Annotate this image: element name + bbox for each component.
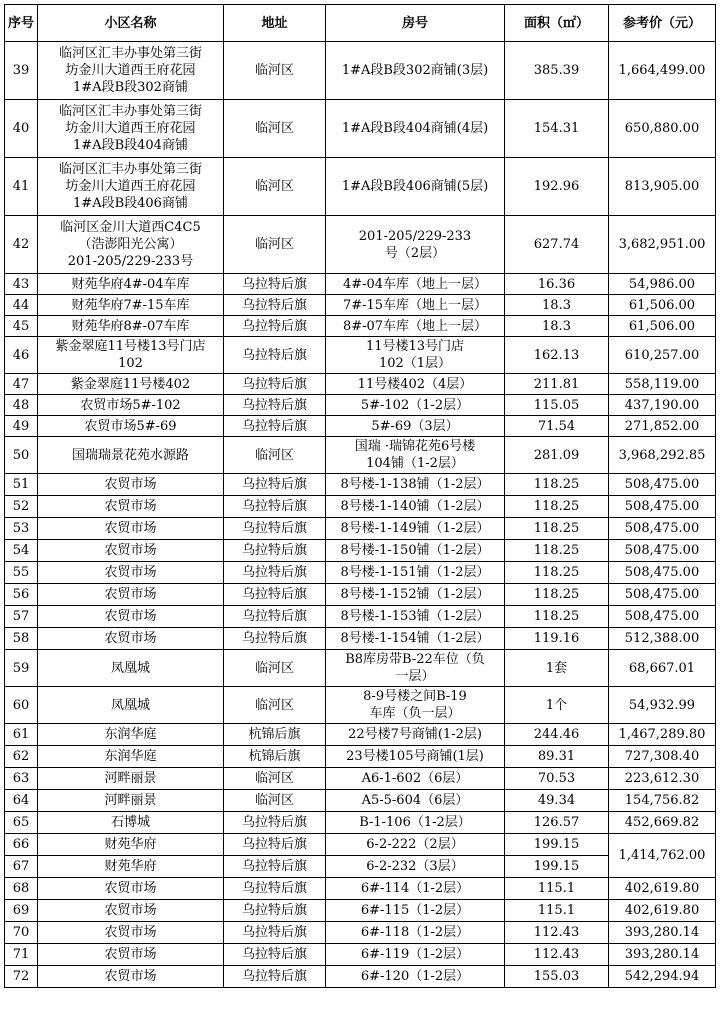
cell-name: 财苑华府8#-07车库: [38, 316, 224, 337]
cell-area: 199.15: [505, 834, 609, 856]
cell-seq: 40: [5, 100, 38, 158]
cell-name: 农贸市场: [38, 966, 224, 988]
cell-price: 512,388.00: [609, 628, 716, 650]
cell-area: 627.74: [505, 216, 609, 274]
cell-room: 22号楼7号商铺(1-2层): [326, 724, 505, 746]
cell-room: 7#-15车库（地上一层）: [326, 295, 505, 316]
cell-price: 271,852.00: [609, 416, 716, 437]
cell-price: 3,682,951.00: [609, 216, 716, 274]
table-row: [5, 724, 716, 746]
cell-address: 临河区: [224, 768, 326, 790]
cell-area: 89.31: [505, 746, 609, 768]
table-row: [5, 337, 716, 374]
cell-seq: 54: [5, 540, 38, 562]
cell-room: 国瑞 ·瑞锦花苑6号楼 104铺（1-2层）: [326, 437, 505, 474]
cell-area: 192.96: [505, 158, 609, 216]
cell-seq: 66: [5, 834, 38, 856]
cell-address: 临河区: [224, 650, 326, 687]
cell-address: 乌拉特后旗: [224, 295, 326, 316]
cell-address: 临河区: [224, 158, 326, 216]
cell-area: 118.25: [505, 474, 609, 496]
cell-area: 281.09: [505, 437, 609, 474]
cell-seq: 48: [5, 395, 38, 416]
cell-area: 49.34: [505, 790, 609, 812]
cell-name: 紫金翠庭11号楼13号门店 102: [38, 337, 224, 374]
cell-area: 1个: [505, 687, 609, 724]
cell-address: 乌拉特后旗: [224, 856, 326, 878]
cell-price: 508,475.00: [609, 584, 716, 606]
cell-name: 农贸市场: [38, 474, 224, 496]
cell-seq: 50: [5, 437, 38, 474]
cell-address: 乌拉特后旗: [224, 966, 326, 988]
cell-price: 402,619.80: [609, 900, 716, 922]
cell-address: 乌拉特后旗: [224, 944, 326, 966]
cell-price: 650,880.00: [609, 100, 716, 158]
table-row: [5, 42, 716, 100]
cell-name: 农贸市场: [38, 606, 224, 628]
cell-area: 118.25: [505, 584, 609, 606]
table-row: [5, 416, 716, 437]
cell-name: 石博城: [38, 812, 224, 834]
cell-address: 杭锦后旗: [224, 746, 326, 768]
cell-room: 201-205/229-233 号（2层）: [326, 216, 505, 274]
cell-area: 112.43: [505, 944, 609, 966]
table-row: [5, 395, 716, 416]
cell-price: 3,968,292.85: [609, 437, 716, 474]
cell-name: 临河区汇丰办事处第三街 坊金川大道西王府花园 1#A段B段404商铺: [38, 100, 224, 158]
cell-name: 国瑞瑞景花苑水源路: [38, 437, 224, 474]
cell-name: 临河区金川大道西C4C5 （浩澎阳光公寓） 201-205/229-233号: [38, 216, 224, 274]
cell-room: 1#A段B段404商铺(4层): [326, 100, 505, 158]
cell-price: 508,475.00: [609, 474, 716, 496]
cell-area: 126.57: [505, 812, 609, 834]
cell-address: 乌拉特后旗: [224, 496, 326, 518]
cell-room: 8号楼-1-153铺（1-2层）: [326, 606, 505, 628]
cell-name: 凤凰城: [38, 687, 224, 724]
cell-room: 8号楼-1-150铺（1-2层）: [326, 540, 505, 562]
cell-area: 118.25: [505, 606, 609, 628]
cell-seq: 72: [5, 966, 38, 988]
cell-address: 乌拉特后旗: [224, 416, 326, 437]
cell-name: 农贸市场: [38, 878, 224, 900]
cell-seq: 52: [5, 496, 38, 518]
cell-price: 402,619.80: [609, 878, 716, 900]
cell-seq: 39: [5, 42, 38, 100]
table-row: [5, 316, 716, 337]
cell-room: 23号楼105号商铺(1层): [326, 746, 505, 768]
cell-room: 6#-118（1-2层）: [326, 922, 505, 944]
header-area: 面积（㎡）: [505, 5, 609, 42]
cell-area: 115.1: [505, 878, 609, 900]
cell-seq: 55: [5, 562, 38, 584]
cell-room: 5#-102（1-2层）: [326, 395, 505, 416]
cell-price: 393,280.14: [609, 944, 716, 966]
cell-price: 508,475.00: [609, 562, 716, 584]
cell-price: 68,667.01: [609, 650, 716, 687]
cell-name: 临河区汇丰办事处第三街 坊金川大道西王府花园 1#A段B段406商铺: [38, 158, 224, 216]
cell-address: 乌拉特后旗: [224, 922, 326, 944]
cell-seq: 47: [5, 374, 38, 395]
cell-room: 8号楼-1-152铺（1-2层）: [326, 584, 505, 606]
header-room: 房号: [326, 5, 505, 42]
cell-price: 437,190.00: [609, 395, 716, 416]
cell-area: 162.13: [505, 337, 609, 374]
table-row: [5, 100, 716, 158]
table-row: [5, 216, 716, 274]
cell-name: 东润华庭: [38, 746, 224, 768]
cell-address: 乌拉特后旗: [224, 584, 326, 606]
cell-price: 727,308.40: [609, 746, 716, 768]
cell-price: 508,475.00: [609, 606, 716, 628]
cell-price: 61,506.00: [609, 295, 716, 316]
table-row: [5, 687, 716, 724]
cell-seq: 61: [5, 724, 38, 746]
cell-seq: 49: [5, 416, 38, 437]
cell-price: 1,414,762.00: [609, 834, 716, 878]
cell-seq: 58: [5, 628, 38, 650]
table-row: [5, 496, 716, 518]
cell-seq: 57: [5, 606, 38, 628]
cell-price: 1,664,499.00: [609, 42, 716, 100]
cell-address: 乌拉特后旗: [224, 900, 326, 922]
cell-address: 临河区: [224, 790, 326, 812]
cell-room: 8号楼-1-149铺（1-2层）: [326, 518, 505, 540]
cell-room: B8库房带B-22车位（负 一层）: [326, 650, 505, 687]
cell-name: 凤凰城: [38, 650, 224, 687]
cell-seq: 62: [5, 746, 38, 768]
cell-name: 农贸市场5#-69: [38, 416, 224, 437]
cell-name: 农贸市场: [38, 540, 224, 562]
cell-price: 61,506.00: [609, 316, 716, 337]
cell-address: 乌拉特后旗: [224, 374, 326, 395]
cell-room: 6#-120（1-2层）: [326, 966, 505, 988]
cell-seq: 67: [5, 856, 38, 878]
cell-address: 临河区: [224, 216, 326, 274]
cell-price: 1,467,289.80: [609, 724, 716, 746]
cell-area: 211.81: [505, 374, 609, 395]
cell-seq: 70: [5, 922, 38, 944]
cell-room: 6-2-232（3层）: [326, 856, 505, 878]
cell-area: 118.25: [505, 562, 609, 584]
header-seq: 序号: [5, 5, 38, 42]
cell-address: 乌拉特后旗: [224, 316, 326, 337]
cell-seq: 46: [5, 337, 38, 374]
cell-area: 18.3: [505, 316, 609, 337]
cell-room: 1#A段B段406商铺(5层): [326, 158, 505, 216]
header-name: 小区名称: [38, 5, 224, 42]
table-row: [5, 768, 716, 790]
cell-name: 临河区汇丰办事处第三街 坊金川大道西王府花园 1#A段B段302商铺: [38, 42, 224, 100]
cell-seq: 45: [5, 316, 38, 337]
cell-name: 农贸市场: [38, 922, 224, 944]
cell-name: 农贸市场5#-102: [38, 395, 224, 416]
table-row: [5, 628, 716, 650]
cell-seq: 41: [5, 158, 38, 216]
cell-room: 8#-07车库（地上一层）: [326, 316, 505, 337]
cell-price: 54,932.99: [609, 687, 716, 724]
cell-seq: 68: [5, 878, 38, 900]
table-row: [5, 966, 716, 988]
cell-seq: 53: [5, 518, 38, 540]
cell-address: 临河区: [224, 437, 326, 474]
table-row: [5, 158, 716, 216]
cell-name: 农贸市场: [38, 628, 224, 650]
cell-room: 8号楼-1-140铺（1-2层）: [326, 496, 505, 518]
cell-address: 乌拉特后旗: [224, 628, 326, 650]
table-row: [5, 746, 716, 768]
cell-name: 财苑华府: [38, 834, 224, 856]
cell-area: 154.31: [505, 100, 609, 158]
cell-address: 乌拉特后旗: [224, 834, 326, 856]
cell-name: 紫金翠庭11号楼402: [38, 374, 224, 395]
cell-address: 杭锦后旗: [224, 724, 326, 746]
cell-area: 16.36: [505, 274, 609, 295]
cell-price: 813,905.00: [609, 158, 716, 216]
table-row: [5, 812, 716, 834]
cell-price: 508,475.00: [609, 496, 716, 518]
cell-room: 8-9号楼之间B-19 车库（负一层）: [326, 687, 505, 724]
cell-price: 393,280.14: [609, 922, 716, 944]
table-row: [5, 944, 716, 966]
cell-price: 558,119.00: [609, 374, 716, 395]
cell-address: 乌拉特后旗: [224, 474, 326, 496]
table-row: [5, 374, 716, 395]
cell-price: 54,986.00: [609, 274, 716, 295]
table-row: [5, 922, 716, 944]
cell-seq: 59: [5, 650, 38, 687]
cell-area: 1套: [505, 650, 609, 687]
cell-name: 财苑华府4#-04车库: [38, 274, 224, 295]
cell-area: 155.03: [505, 966, 609, 988]
cell-address: 乌拉特后旗: [224, 540, 326, 562]
property-table: [4, 4, 716, 988]
cell-area: 71.54: [505, 416, 609, 437]
table-row: [5, 274, 716, 295]
header-price: 参考价（元）: [609, 5, 716, 42]
cell-room: 8号楼-1-138铺（1-2层）: [326, 474, 505, 496]
cell-area: 118.25: [505, 540, 609, 562]
cell-price: 452,669.82: [609, 812, 716, 834]
cell-seq: 71: [5, 944, 38, 966]
cell-name: 财苑华府7#-15车库: [38, 295, 224, 316]
cell-room: 6#-119（1-2层）: [326, 944, 505, 966]
table-row: [5, 437, 716, 474]
cell-name: 财苑华府: [38, 856, 224, 878]
table-row: [5, 834, 716, 856]
cell-area: 118.25: [505, 496, 609, 518]
table-row: [5, 518, 716, 540]
cell-name: 河畔丽景: [38, 768, 224, 790]
cell-area: 118.25: [505, 518, 609, 540]
cell-seq: 65: [5, 812, 38, 834]
cell-seq: 44: [5, 295, 38, 316]
cell-name: 农贸市场: [38, 944, 224, 966]
table-row: [5, 584, 716, 606]
cell-room: 5#-69（3层）: [326, 416, 505, 437]
cell-address: 乌拉特后旗: [224, 337, 326, 374]
cell-name: 农贸市场: [38, 900, 224, 922]
cell-area: 115.1: [505, 900, 609, 922]
cell-name: 东润华庭: [38, 724, 224, 746]
cell-seq: 69: [5, 900, 38, 922]
cell-price: 508,475.00: [609, 540, 716, 562]
cell-seq: 56: [5, 584, 38, 606]
cell-area: 199.15: [505, 856, 609, 878]
cell-address: 临河区: [224, 687, 326, 724]
table-row: [5, 540, 716, 562]
cell-seq: 43: [5, 274, 38, 295]
cell-name: 农贸市场: [38, 518, 224, 540]
cell-room: 6#-114（1-2层）: [326, 878, 505, 900]
cell-seq: 60: [5, 687, 38, 724]
cell-price: 223,612.30: [609, 768, 716, 790]
cell-room: B-1-106（1-2层）: [326, 812, 505, 834]
header-address: 地址: [224, 5, 326, 42]
cell-address: 临河区: [224, 100, 326, 158]
table-row: [5, 900, 716, 922]
table-row: [5, 474, 716, 496]
cell-address: 乌拉特后旗: [224, 395, 326, 416]
cell-room: 6#-115（1-2层）: [326, 900, 505, 922]
cell-area: 70.53: [505, 768, 609, 790]
table-row: [5, 606, 716, 628]
cell-area: 385.39: [505, 42, 609, 100]
table-header-row: [5, 5, 716, 42]
cell-room: A5-5-604（6层）: [326, 790, 505, 812]
cell-seq: 63: [5, 768, 38, 790]
cell-room: 8号楼-1-154铺（1-2层）: [326, 628, 505, 650]
cell-price: 154,756.82: [609, 790, 716, 812]
cell-seq: 42: [5, 216, 38, 274]
cell-price: 508,475.00: [609, 518, 716, 540]
cell-room: 8号楼-1-151铺（1-2层）: [326, 562, 505, 584]
cell-address: 乌拉特后旗: [224, 878, 326, 900]
cell-price: 542,294.94: [609, 966, 716, 988]
cell-name: 农贸市场: [38, 562, 224, 584]
table-row: [5, 878, 716, 900]
cell-room: 11号楼402（4层）: [326, 374, 505, 395]
table-row: [5, 562, 716, 584]
cell-name: 农贸市场: [38, 584, 224, 606]
cell-room: 11号楼13号门店 102（1层）: [326, 337, 505, 374]
cell-room: 6-2-222（2层）: [326, 834, 505, 856]
cell-seq: 51: [5, 474, 38, 496]
cell-area: 112.43: [505, 922, 609, 944]
cell-address: 乌拉特后旗: [224, 274, 326, 295]
table-row: [5, 790, 716, 812]
cell-address: 乌拉特后旗: [224, 812, 326, 834]
cell-address: 乌拉特后旗: [224, 518, 326, 540]
cell-address: 乌拉特后旗: [224, 606, 326, 628]
table-row: [5, 295, 716, 316]
cell-area: 244.46: [505, 724, 609, 746]
cell-area: 115.05: [505, 395, 609, 416]
cell-room: 4#-04车库（地上一层）: [326, 274, 505, 295]
cell-area: 119.16: [505, 628, 609, 650]
cell-address: 乌拉特后旗: [224, 562, 326, 584]
cell-name: 河畔丽景: [38, 790, 224, 812]
cell-room: 1#A段B段302商铺(3层): [326, 42, 505, 100]
cell-room: A6-1-602（6层）: [326, 768, 505, 790]
cell-address: 临河区: [224, 42, 326, 100]
table-row: [5, 650, 716, 687]
cell-name: 农贸市场: [38, 496, 224, 518]
table-body: [5, 42, 716, 988]
cell-seq: 64: [5, 790, 38, 812]
cell-area: 18.3: [505, 295, 609, 316]
cell-price: 610,257.00: [609, 337, 716, 374]
